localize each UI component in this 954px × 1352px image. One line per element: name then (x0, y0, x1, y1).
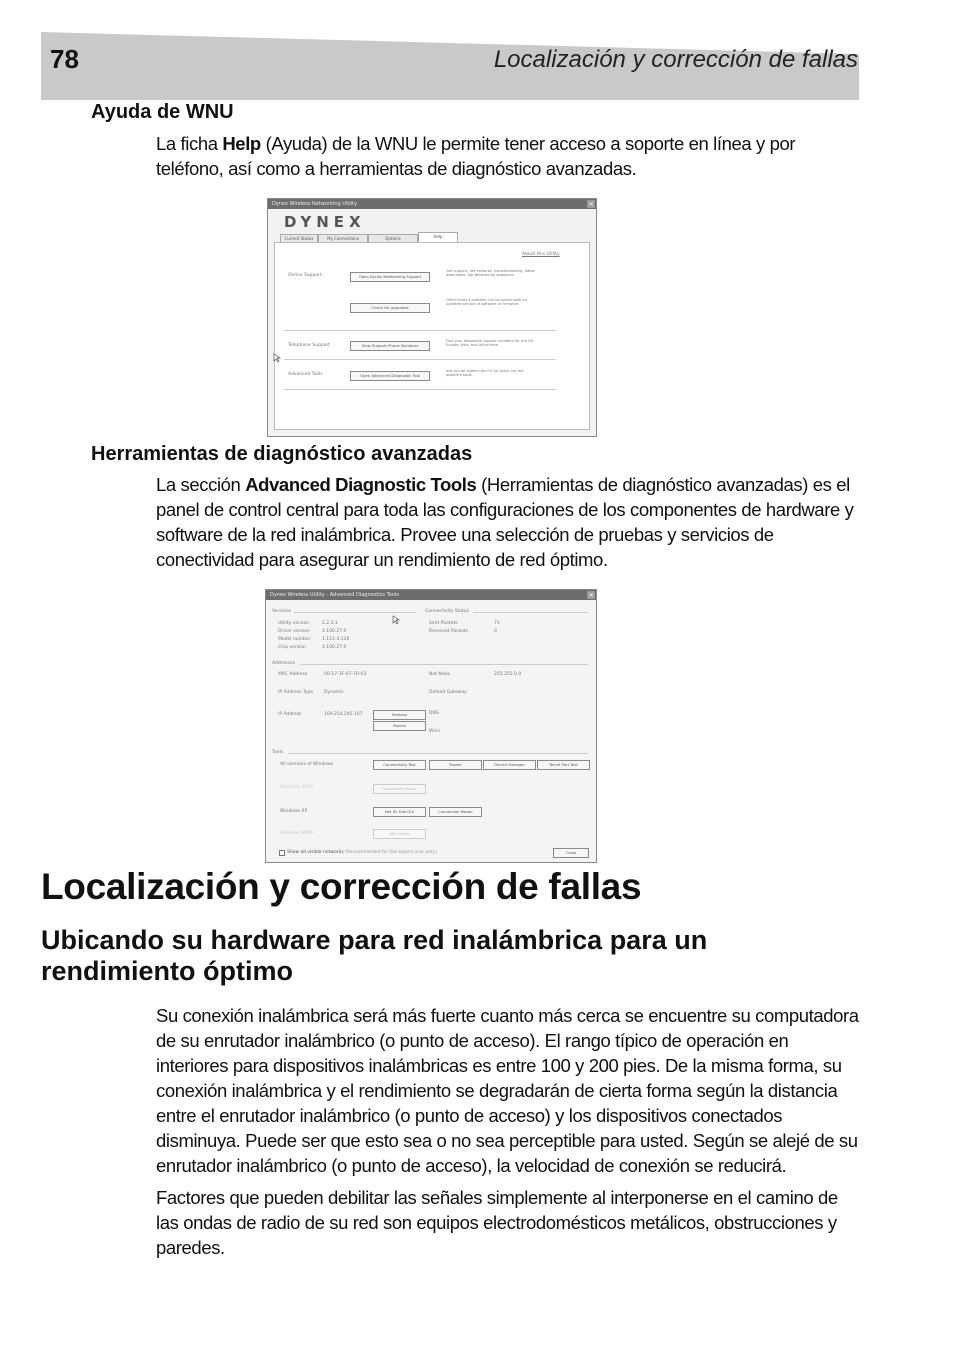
telnet-port-test-button: Telnet Port Test (537, 760, 590, 770)
divider (288, 753, 588, 754)
adt-paragraph: La sección Advanced Diagnostic Tools (Herramientas de diagnóstico avanzadas) es el panel de control central para toda las configuraciones de los componentes de hardware y software de la red inalámbrica. Provee una selección de pruebas y servicios de conectividad para asegurar un rendimiento de red óptimo. (156, 474, 854, 570)
adt-title-bar: Dynex Wireless Utility - Advanced Diagnostics Tools × (266, 590, 596, 600)
show-networks-note: (Recommended for the expert user only) (345, 850, 437, 855)
release-button: Release (373, 710, 426, 720)
wnu-paragraph: La ficha Help (Ayuda) de la WNU le permite tener acceso a soporte en línea y por teléfono, así como a herramientas de diagnóstico avanzadas. (156, 133, 796, 179)
tab-options: Options (368, 234, 418, 243)
mac-address-value: 00-17-3F-07-70-03 (324, 672, 367, 677)
default-gateway-key: Default Gateway (429, 690, 467, 695)
tab-my-connections: My Connections (318, 234, 368, 243)
utility-version-key: Utility version (278, 621, 310, 626)
connectivity-test-button: Connectivity Test (373, 760, 426, 770)
net-sh-dial-button: Net Sh Dial GUI (373, 807, 426, 817)
all-windows-label: All versions of Windows (280, 762, 334, 767)
telephone-support-label: Telephone Support (288, 343, 331, 348)
ip-type-key: IP Address Type (278, 690, 314, 695)
received-packets-value: 0 (494, 629, 497, 634)
wins-key: Wins (429, 729, 440, 734)
paragraph-2: Factores que pueden debilitar las señales simplemente al interponerse en el camino de las ondas de radio de su red son equipos electrodomésticos metálicos, obstrucciones y paredes. (156, 1187, 838, 1258)
section-heading-wnu: Ayuda de WNU (91, 101, 234, 123)
paragraph-1: Su conexión inalámbrica será más fuerte cuanto más cerca se encuentre su computadora de su enrutador inalámbrico (o punto de acceso). El rango típico de operación en interiores para dispositivos inalámbricas es entre 100 y 200 pies. De la misma forma, su conexión inalámbrica y el rendimiento se degradarán de cierta forma según la distancia entre el enrutador inalámbrico (o punto de acceso) y los dispositivos conectados disminuya. Puede ser que esto sea o no sea perceptible para usted. Según se alejé de su enrutador inalámbrico (o punto de acceso), la velocidad de conexión se reducirá. (156, 1005, 859, 1176)
addresses-label: Addresses (272, 661, 296, 666)
net-mask-value: 255.255.0.0 (494, 672, 522, 677)
close-icon: × (588, 591, 594, 599)
connection-repair-xp-button: Connection Repair (429, 807, 482, 817)
chip-version-key: Chip version (278, 645, 307, 650)
utility-version-value: 2.2.3.1 (322, 621, 338, 626)
driver-version-value: 4.100.27.0 (322, 629, 347, 634)
telephone-desc: Find your telephone support numbers for the US, Europe, Asia, and Africa here. (446, 339, 535, 348)
divider (284, 389, 556, 390)
open-support-button: Open Dynex Networking Support (350, 272, 430, 282)
view-phone-button: View Support Phone Numbers (350, 341, 430, 351)
mouse-cursor-icon (273, 353, 281, 363)
open-adt-button: Open Advanced Diagnostic Tool (350, 371, 430, 381)
ip-address-value: 169.254.245.167 (324, 712, 363, 717)
advanced-desc: Are you an expert user? If so check out the powerful tools. (446, 369, 524, 378)
windows-2000-label: Windows 2000 (280, 785, 313, 790)
tab-help: Help (418, 232, 458, 243)
section-heading-adt: Herramientas de diagnóstico avanzadas (91, 443, 473, 465)
running-title: Localización y corrección de fallas (493, 46, 858, 73)
tab-current-status: Current Status (280, 234, 318, 243)
sub-heading: Ubicando su hardware para red inalámbrica para un rendimiento óptimo (41, 925, 708, 986)
ip-type-value: Dynamic (324, 690, 344, 695)
divider (284, 330, 556, 331)
divider (294, 612, 416, 613)
close-icon: × (588, 200, 594, 208)
connectivity-status-label: Connectivity Status (425, 609, 469, 614)
wnu-title-bar: Dynex Wireless Networking Utility × (268, 199, 596, 209)
net-mask-key: Net Mask (429, 672, 450, 677)
device-manager-button: Device Manager (483, 760, 536, 770)
versions-label: Versions (272, 609, 291, 614)
wnu-help-screenshot (267, 198, 597, 437)
sent-packets-value: 73 (494, 621, 500, 626)
upgrades-desc: Often times a problem can be solved with an updated version of software or firmware. (446, 298, 527, 307)
win-config-button: Win Config (373, 829, 426, 839)
online-support-label: Online Support (288, 273, 322, 278)
windows-xp-label: Windows XP (280, 809, 308, 814)
show-networks-checkbox (279, 850, 285, 856)
show-networks-label: Show all visible networks (287, 850, 344, 855)
connection-repair-2000-button: Connection Repair (373, 784, 426, 794)
sent-packets-key: Sent Packets (429, 621, 458, 626)
driver-version-key: Driver version (278, 629, 310, 634)
close-button: Close (553, 848, 589, 858)
mac-address-key: MAC Address (278, 672, 308, 677)
model-number-value: 1.115-4.126 (322, 637, 350, 642)
dns-key: DNS (429, 711, 439, 716)
help-panel (274, 242, 590, 430)
model-number-key: Model number (278, 637, 311, 642)
renew-button: Renew (373, 721, 426, 731)
mouse-cursor-icon (392, 615, 400, 625)
check-upgrades-button: Check for upgrades (350, 303, 430, 313)
dynex-logo: DYNEX (284, 213, 366, 231)
received-packets-key: Received Packets (429, 629, 468, 634)
windows-98me-label: Windows 98ME (280, 831, 314, 836)
ip-address-key: IP Address (278, 712, 302, 717)
main-heading: Localización y corrección de fallas (41, 866, 642, 907)
page-number: 78 (50, 44, 79, 74)
tools-label: Tools (272, 750, 284, 755)
divider (300, 664, 588, 665)
divider (473, 612, 588, 613)
advanced-tools-label: Advanced Tools (288, 372, 323, 377)
router-button: Router (429, 760, 482, 770)
about-link: About this Utility (522, 252, 560, 257)
adt-screenshot (265, 589, 597, 863)
online-support-desc: Get support, like features, troubleshooting, latest downloads, top Networking questions. (446, 269, 535, 278)
chip-version-value: 4.100.27.0 (322, 645, 347, 650)
divider (284, 359, 556, 360)
